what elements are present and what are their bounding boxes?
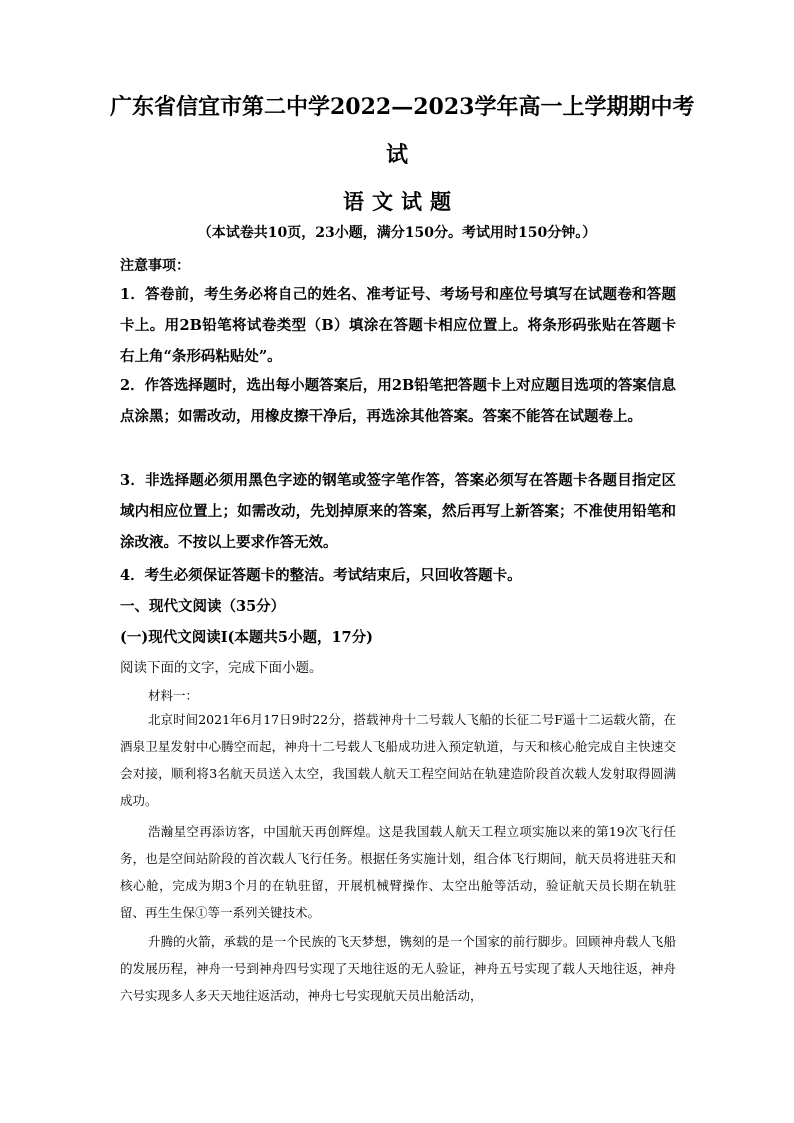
notice-item: 2．作答选择题时，选出每小题答案后，用2B铅笔把答题卡上对应题目选项的答案信息点涂黑；如需改动，用橡皮擦干净后，再选涂其他答案。答案不能答在试题卷上。 [120, 377, 676, 425]
exam-title-line1: 广东省信宜市第二中学2022—2023学年高一上学期期中考 [110, 94, 695, 120]
notice-item: 3．非选择题必须用黑色字迹的钢笔或签字笔作答，答案必须写在答题卡各题目指定区域内相应位置上；如需改动，先划掉原来的答案，然后再写上新答案；不准使用铅笔和涂改液。不按以上要求作答无效。 [120, 472, 676, 551]
notice-heading: 注意事项： [120, 258, 190, 274]
exam-title-line2: 试 [385, 142, 408, 168]
subject-title: 语文试题 [343, 189, 459, 214]
material-paragraph: 升腾的火箭，承载的是一个民族的飞天梦想，镌刻的是一个国家的前行脚步。回顾神舟载人飞船的发展历程，神舟一号到神舟四号实现了天地往返的无人验证，神舟五号实现了载人天地往返，神舟六号实现多人多天天地往返活动，神舟七号实现航天员出舱活动， [120, 934, 676, 1003]
material-paragraph: 浩瀚星空再添访客，中国航天再创辉煌。这是我国载人航天工程立项实施以来的第19次飞行任务，也是空间站阶段的首次载人飞行任务。根据任务实施计划，组合体飞行期间，航天员将进驻天和核心舱，完成为期3个月的在轨驻留，开展机械臂操作、太空出舱等活动，验证航天员长期在轨驻留、再生生保①等一系列关键技术。 [120, 824, 676, 920]
section-heading: 一、现代文阅读（35分） [120, 598, 286, 615]
subsection-heading: (一)现代文阅读Ⅰ(本题共5小题，17分) [120, 629, 373, 646]
reading-instruction: 阅读下面的文字，完成下面小题。 [120, 660, 323, 676]
notice-item: 1．答卷前，考生务必将自己的姓名、准考证号、考场号和座位号填写在试题卷和答题卡上。用2B铅笔将试卷类型（B）填涂在答题卡相应位置上。将条形码张贴在答题卡右上角“条形码粘贴处”。 [120, 286, 676, 365]
material-paragraph: 北京时间2021年6月17日9时22分，搭载神舟十二号载人飞船的长征二号F遥十二运载火箭，在酒泉卫星发射中心腾空而起，神舟十二号载人飞船成功进入预定轨道，与天和核心舱完成自主快速交会对接，顺利将3名航天员送入太空，我国载人航天工程空间站在轨建造阶段首次载人发射取得圆满成功。 [120, 712, 676, 808]
notice-item: 4．考生必须保证答题卡的整洁。考试结束后，只回收答题卡。 [120, 567, 522, 584]
exam-intro: （本试卷共10页，23小题，满分150分。考试用时150分钟。） [197, 225, 597, 241]
material-label: 材料一： [148, 688, 199, 703]
